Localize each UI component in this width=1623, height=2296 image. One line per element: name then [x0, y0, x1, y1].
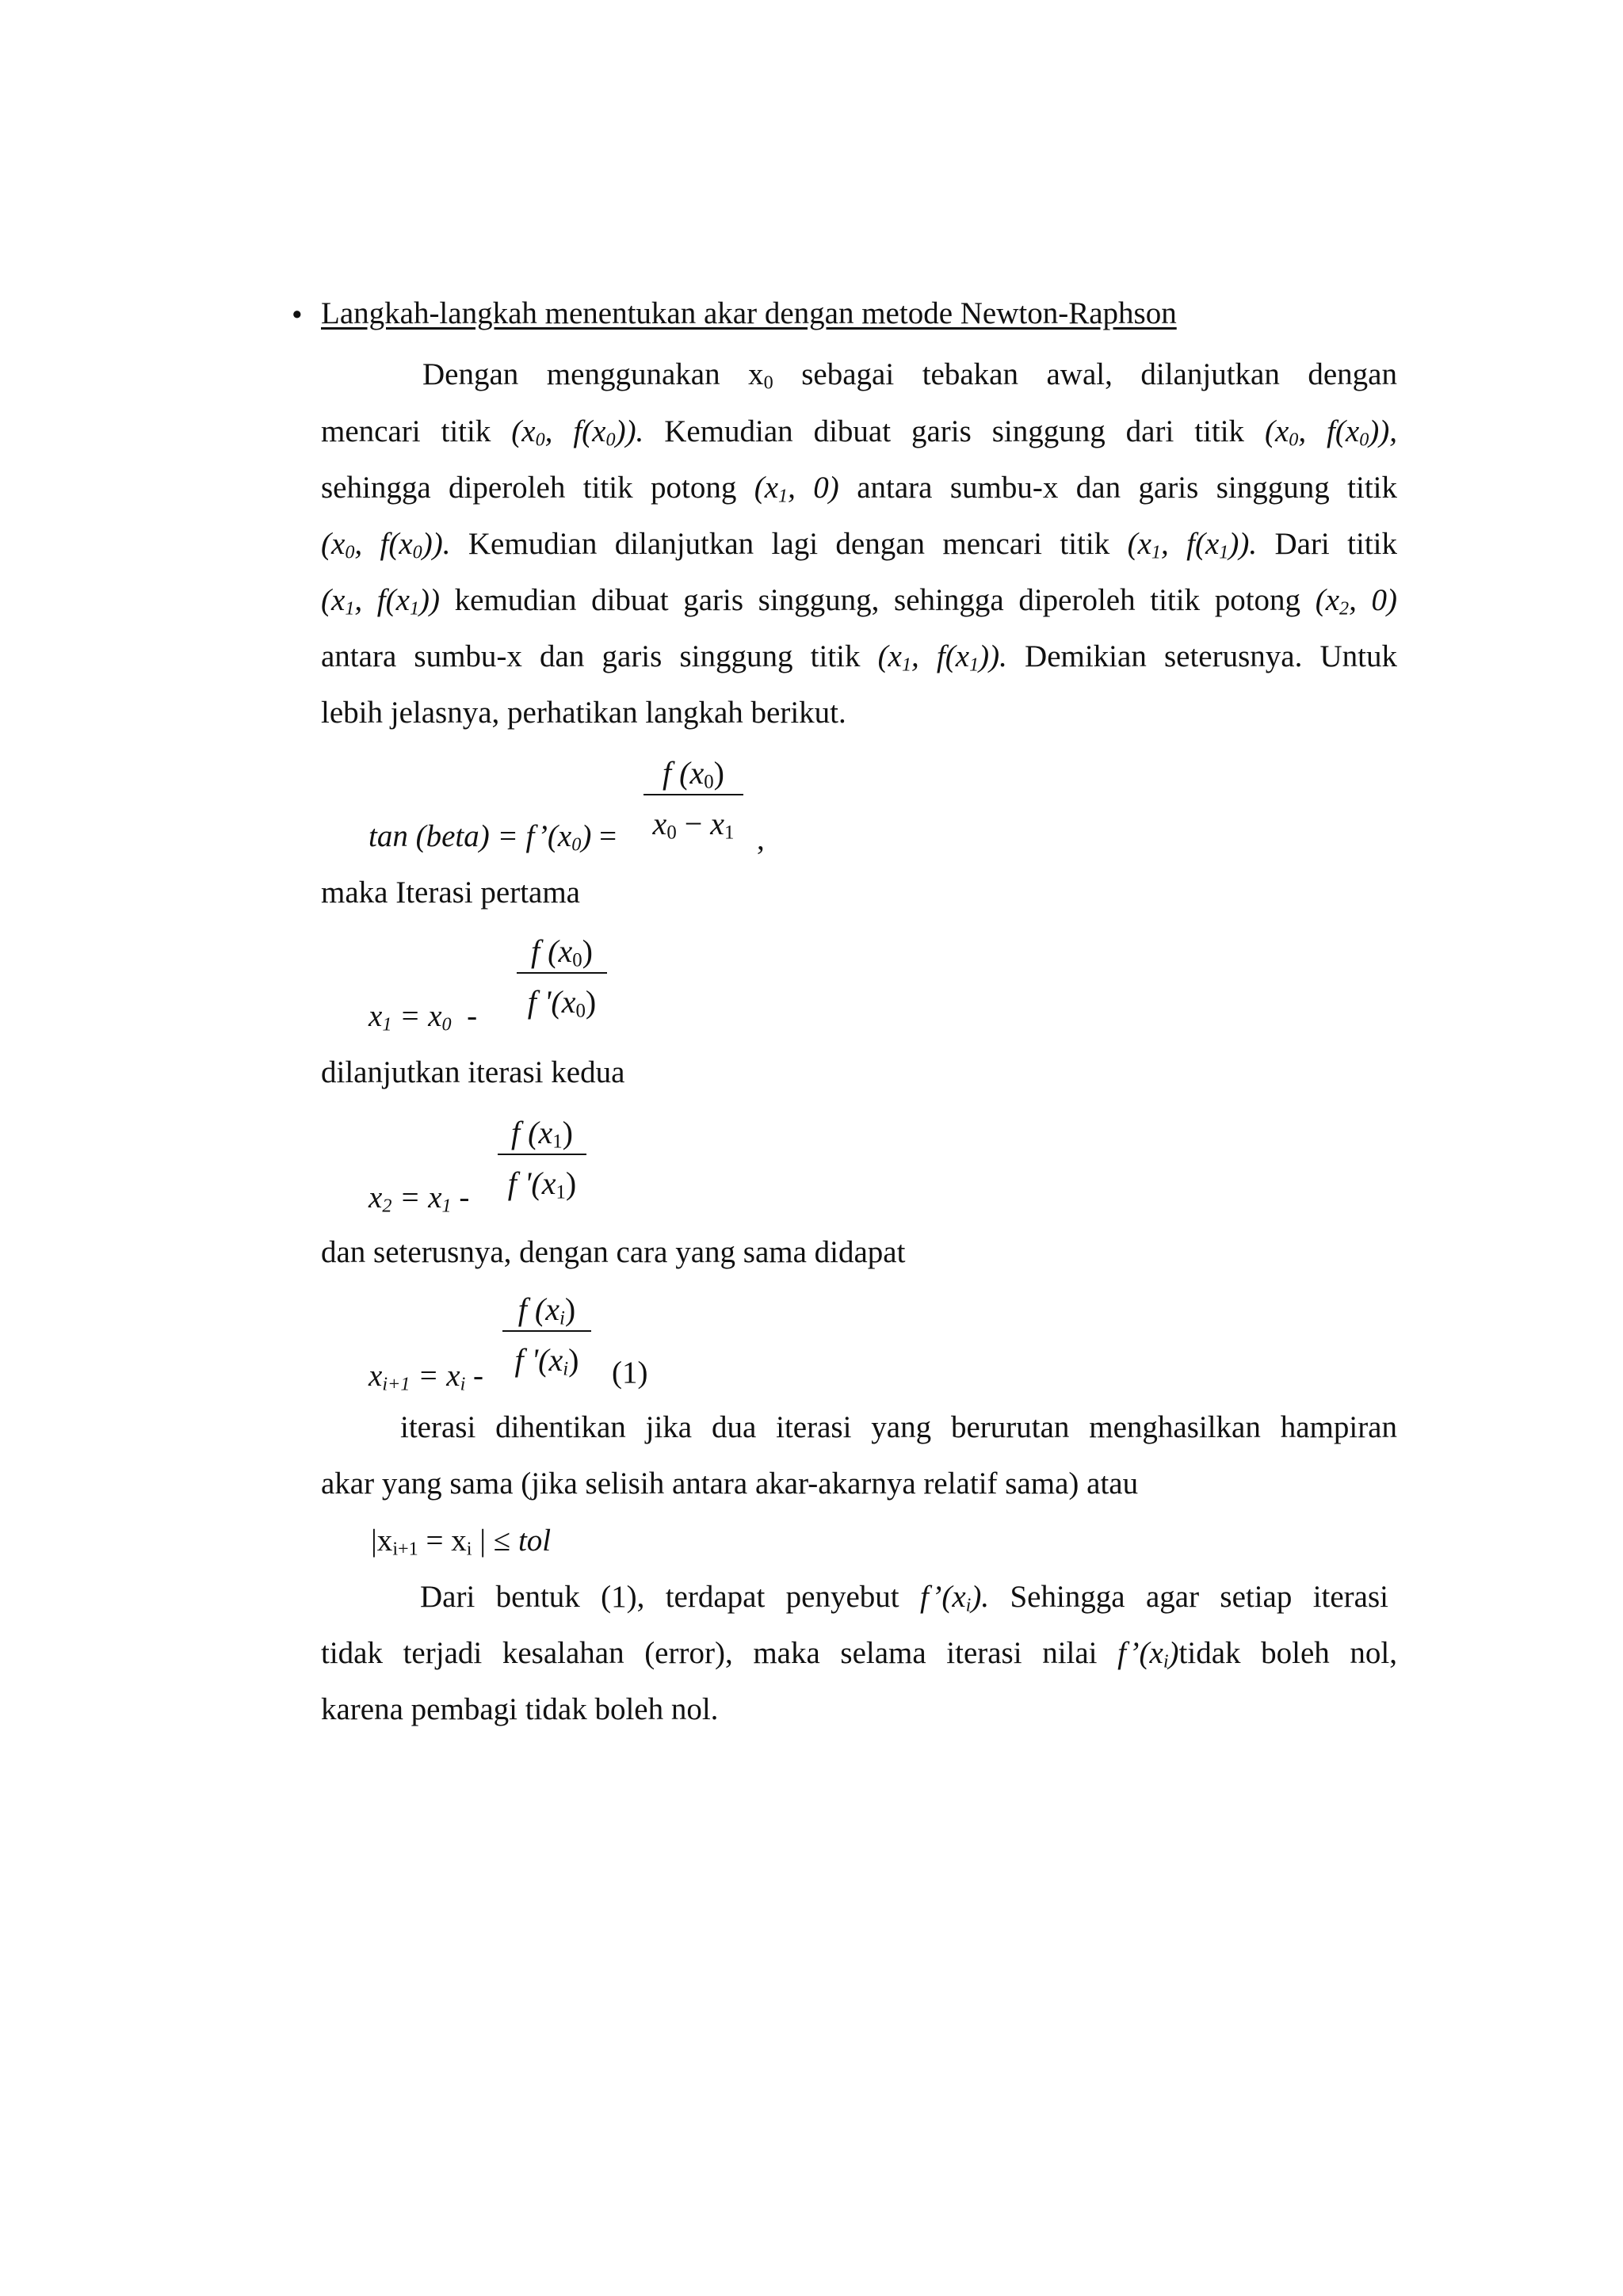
para1-line5: ($x_1$, $f(x_1)$) kemudian dibuat garis singgung, sehingga diperoleh titik potong ($x_2$, 0): [321, 583, 1397, 620]
eq-x2-numerator: f (x1): [511, 1115, 573, 1153]
eq-x2-denominator: f '(x1): [507, 1165, 577, 1203]
heading-bullet: •: [292, 298, 303, 332]
eq-xi-denominator: f '(xi): [514, 1342, 579, 1380]
fraction-bar: [502, 1330, 591, 1332]
para3-line1: Dari bentuk (1), terdapat penyebut $f’(x_i)$. Sehingga agar setiap iterasi: [420, 1580, 1388, 1616]
para1-line6: antara sumbu-x dan garis singgung titik ($x_1$, $f(x_1)$). Demikian seterusnya. Untuk: [321, 639, 1397, 676]
text-maka: maka Iterasi pertama: [321, 875, 580, 910]
eq-x1-lhs: $x_1 = x_0$ -: [369, 999, 478, 1035]
para1-line1: Dengan menggunakan $x_0$ sebagai tebakan awal, dilanjutkan dengan: [422, 357, 1397, 394]
eq-xi-lhs: $x_{i+1} = x_i$ -: [369, 1359, 484, 1395]
eq-x2-fraction: [498, 1112, 586, 1207]
text-dan-seterusnya: dan seterusnya, dengan cara yang sama didapat: [321, 1235, 906, 1269]
eq-x1-fraction: [517, 931, 607, 1026]
eq-xi-numerator: f (xi): [517, 1291, 576, 1329]
para1-line4: ($x_0$, $f(x_0)$). Kemudian dilanjutkan lagi dengan mencari titik ($x_1$, $f(x_1)$). Dari titik: [321, 527, 1397, 563]
eq-x2-lhs: $x_2 = x_1$ -: [369, 1180, 470, 1217]
para2-line1: iterasi dihentikan jika dua iterasi yang berurutan menghasilkan hampiran: [400, 1410, 1397, 1444]
fraction-bar: [517, 972, 607, 974]
eq-tan-fraction: [643, 753, 743, 848]
eq-x1-numerator: f (x0): [531, 933, 593, 971]
para3-line3: karena pembagi tidak boleh nol.: [321, 1692, 719, 1726]
para3-line2: tidak terjadi kesalahan (error), maka selama iterasi nilai $f’(x_i)tidak$ boleh nol,: [321, 1636, 1397, 1672]
para1-line7: lebih jelasnya, perhatikan langkah berikut.: [321, 696, 846, 730]
equation-number: (1): [612, 1356, 648, 1390]
fraction-bar: [643, 794, 743, 795]
eq-tan-denominator: x0 − x1: [652, 806, 735, 844]
para1-line2: mencari titik ($x_0$, $f(x_0)$). Kemudian dibuat garis singgung dari titik ($x_0$, $f(x_0)$),: [321, 414, 1398, 451]
eq-xi-fraction: [502, 1289, 591, 1384]
section-heading: Langkah-langkah menentukan akar dengan metode Newton-Raphson: [321, 296, 1177, 330]
eq-tan-lhs: tan (beta) = $f’(x_0)$ =: [369, 819, 617, 856]
eq-tan-comma: ,: [757, 822, 765, 856]
para2-line2: akar yang sama (jika selisih antara akar-akarnya relatif sama) atau: [321, 1466, 1139, 1501]
eq-x1-denominator: f '(x0): [527, 984, 597, 1022]
text-dilanjutkan: dilanjutkan iterasi kedua: [321, 1055, 625, 1089]
tolerance-condition: $|x_{i+1} = x_i$ | ≤ tol: [371, 1524, 552, 1560]
fraction-bar: [498, 1154, 586, 1155]
eq-tan-numerator: f (x0): [663, 755, 724, 793]
para1-line3: sehingga diperoleh titik potong ($x_1$, 0) antara sumbu-x dan garis singgung titik: [321, 471, 1397, 507]
